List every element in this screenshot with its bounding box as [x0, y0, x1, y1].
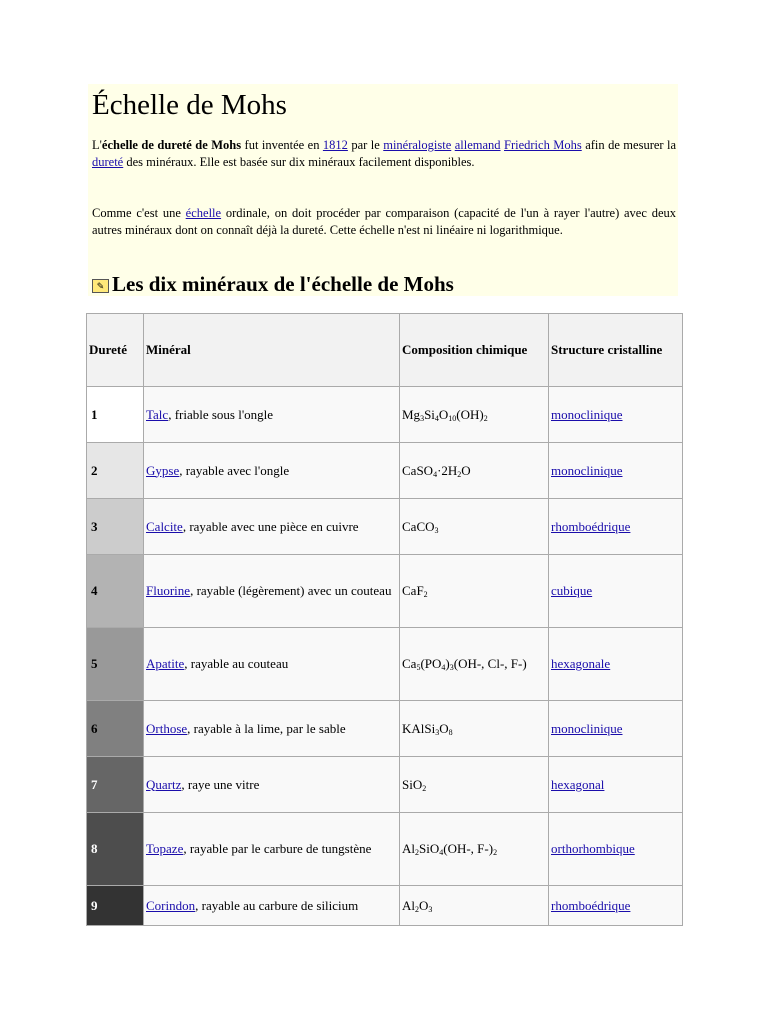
hardness-cell: 5 [87, 628, 144, 701]
composition-cell: $Ca_5(PO_4)_3(OH-$, Cl-, F-) [400, 628, 549, 701]
structure-link[interactable]: monoclinique [551, 720, 623, 736]
structure-cell [549, 757, 683, 813]
intro-paragraph-1: L'échelle de dureté de Mohs fut inventée en 1812 par le minéralogiste allemand Friedrich Mohs afin de mesurer la dureté des minéraux. Elle est basée sur dix minéraux facilement disponibles. [92, 138, 677, 169]
structure-cell [549, 499, 683, 555]
link-mineralogiste[interactable]: minéralogiste [383, 138, 452, 152]
structure-cell [549, 387, 683, 443]
section-heading: ✎ Les dix minéraux de l'échelle de Mohs [92, 270, 454, 298]
structure-link[interactable]: hexagonale [551, 656, 611, 671]
hardness-cell: 3 [87, 499, 144, 555]
table-row [87, 886, 683, 926]
hardness-cell: 1 [87, 387, 144, 443]
table-row [87, 813, 683, 886]
hardness-cell: 8 [87, 813, 144, 886]
link-echelle[interactable]: échelle [185, 206, 222, 220]
mineral-cell: Calcite, rayable avec une pièce en cuivre [144, 499, 400, 555]
hardness-cell: 9 [87, 886, 144, 926]
mineral-cell: Fluorine, rayable (légèrement) avec un couteau [144, 555, 400, 628]
composition-cell: $Mg_3Si_4O_{10}(OH)_2$ [400, 387, 549, 443]
composition-cell: CaCO$_3$ [400, 499, 549, 555]
mineral-link[interactable]: Corindon [146, 897, 196, 913]
composition-cell: $Al_2SiO_4(OH-$, $F-)_2$ [400, 813, 549, 886]
composition-cell: $Al_2O_3$ [400, 886, 549, 926]
mineral-cell: Talc, friable sous l'ongle [144, 387, 400, 443]
hardness-cell: 4 [87, 555, 144, 628]
composition-cell: CaF$_2$ [400, 555, 549, 628]
structure-link[interactable]: hexagonal [551, 776, 605, 792]
structure-link[interactable]: monoclinique [551, 406, 623, 422]
structure-link[interactable]: cubique [551, 583, 593, 598]
structure-cell [549, 555, 683, 628]
mineral-link[interactable]: Gypse [146, 462, 180, 478]
structure-link[interactable]: rhomboédrique [551, 897, 631, 913]
link-allemand[interactable]: allemand [454, 138, 501, 152]
page-title: Échelle de Mohs [92, 89, 287, 121]
edit-icon[interactable]: ✎ [92, 279, 109, 293]
structure-link[interactable]: rhomboédrique [551, 518, 631, 534]
mineral-cell: Gypse, rayable avec l'ongle [144, 443, 400, 499]
intro-paragraph-2: Comme c'est une échelle ordinale, on doit procéder par comparaison (capacité de l'un à rayer l'autre) avec deux autres minéraux dont on connaît déjà la dureté. Cette échelle n'est ni linéaire ni logarithmique. [92, 206, 676, 237]
table-row [87, 387, 683, 443]
hardness-cell: 7 [87, 757, 144, 813]
table-row [87, 555, 683, 628]
mineral-cell: Quartz, raye une vitre [144, 757, 400, 813]
hardness-cell: 6 [87, 701, 144, 757]
header-mineral: Minéral [144, 314, 400, 387]
mineral-cell: Corindon, rayable au carbure de silicium [144, 886, 400, 926]
composition-cell: $KAlSi_3O_8$ [400, 701, 549, 757]
header-composition: Composition chimique [400, 314, 549, 387]
mineral-link[interactable]: Orthose [146, 720, 188, 736]
composition-cell: SiO$_2$ [400, 757, 549, 813]
hardness-cell: 2 [87, 443, 144, 499]
mineral-link[interactable]: Calcite [146, 518, 183, 534]
mohs-table [86, 313, 683, 926]
link-durete[interactable]: dureté [92, 155, 124, 169]
mineral-link[interactable]: Apatite [146, 656, 185, 671]
table-row [87, 499, 683, 555]
header-structure: Structure cristalline [549, 314, 683, 387]
structure-link[interactable]: monoclinique [551, 462, 623, 478]
table-header-row [87, 314, 683, 387]
table-row [87, 628, 683, 701]
structure-cell [549, 701, 683, 757]
structure-link[interactable]: orthorhombique [551, 841, 635, 856]
composition-cell: $CaSO_4\cdot 2H_2O$ [400, 443, 549, 499]
mineral-link[interactable]: Talc [146, 406, 169, 422]
mineral-link[interactable]: Quartz [146, 776, 182, 792]
structure-cell [549, 886, 683, 926]
structure-cell [549, 813, 683, 886]
table-row [87, 443, 683, 499]
link-1812[interactable]: 1812 [322, 138, 348, 152]
structure-cell [549, 628, 683, 701]
mineral-cell: Topaze, rayable par le carbure de tungstène [144, 813, 400, 886]
mineral-link[interactable]: Fluorine [146, 583, 191, 598]
mineral-link[interactable]: Topaze [146, 841, 184, 856]
table-row [87, 757, 683, 813]
mineral-cell: Apatite, rayable au couteau [144, 628, 400, 701]
table-row [87, 701, 683, 757]
link-friedrich-mohs[interactable]: Friedrich Mohs [504, 138, 582, 152]
mineral-cell: Orthose, rayable à la lime, par le sable [144, 701, 400, 757]
header-durete: Dureté [87, 314, 144, 387]
structure-cell [549, 443, 683, 499]
bold-term: échelle de dureté de Mohs [101, 138, 242, 152]
